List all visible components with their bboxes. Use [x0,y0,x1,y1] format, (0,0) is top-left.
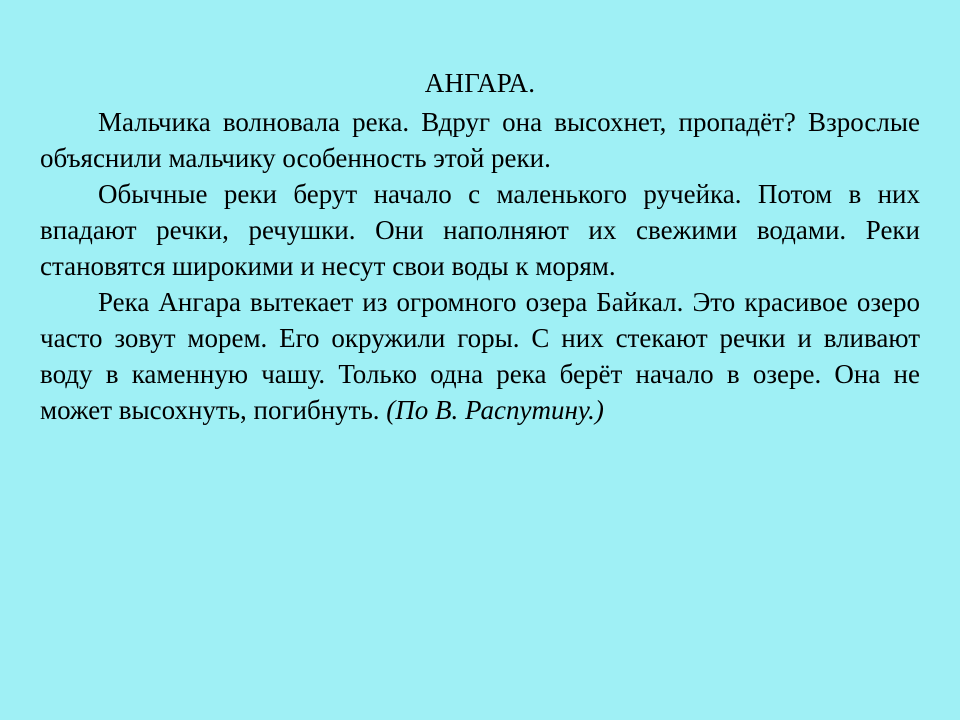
paragraph-3-text: Река Ангара вытекает из огромного озера Байкал. Это красивое озеро часто зовут морем. Его окружили горы. С них стекают речки и вливают воду в каменную чашу. Только одна река берёт начало в озере. Она не может высохнуть, погибнуть. [40,286,920,425]
paragraph-3 [40,284,920,428]
paragraph-1: Мальчика волновала река. Вдруг она высохнет, пропадёт? Взрослые объяснили мальчику особенность этой реки. [40,106,920,173]
slide-content [40,66,920,428]
paragraph-3-attribution: (По В. Распутину.) [386,394,604,425]
paragraph-2: Обычные реки берут начало с маленького ручейка. Потом в них впадают речки, речушки. Они наполняют их свежими водами. Реки становятся широкими и несут свои воды к морям. [40,178,920,281]
page-title: АНГАРА. [424,68,536,98]
